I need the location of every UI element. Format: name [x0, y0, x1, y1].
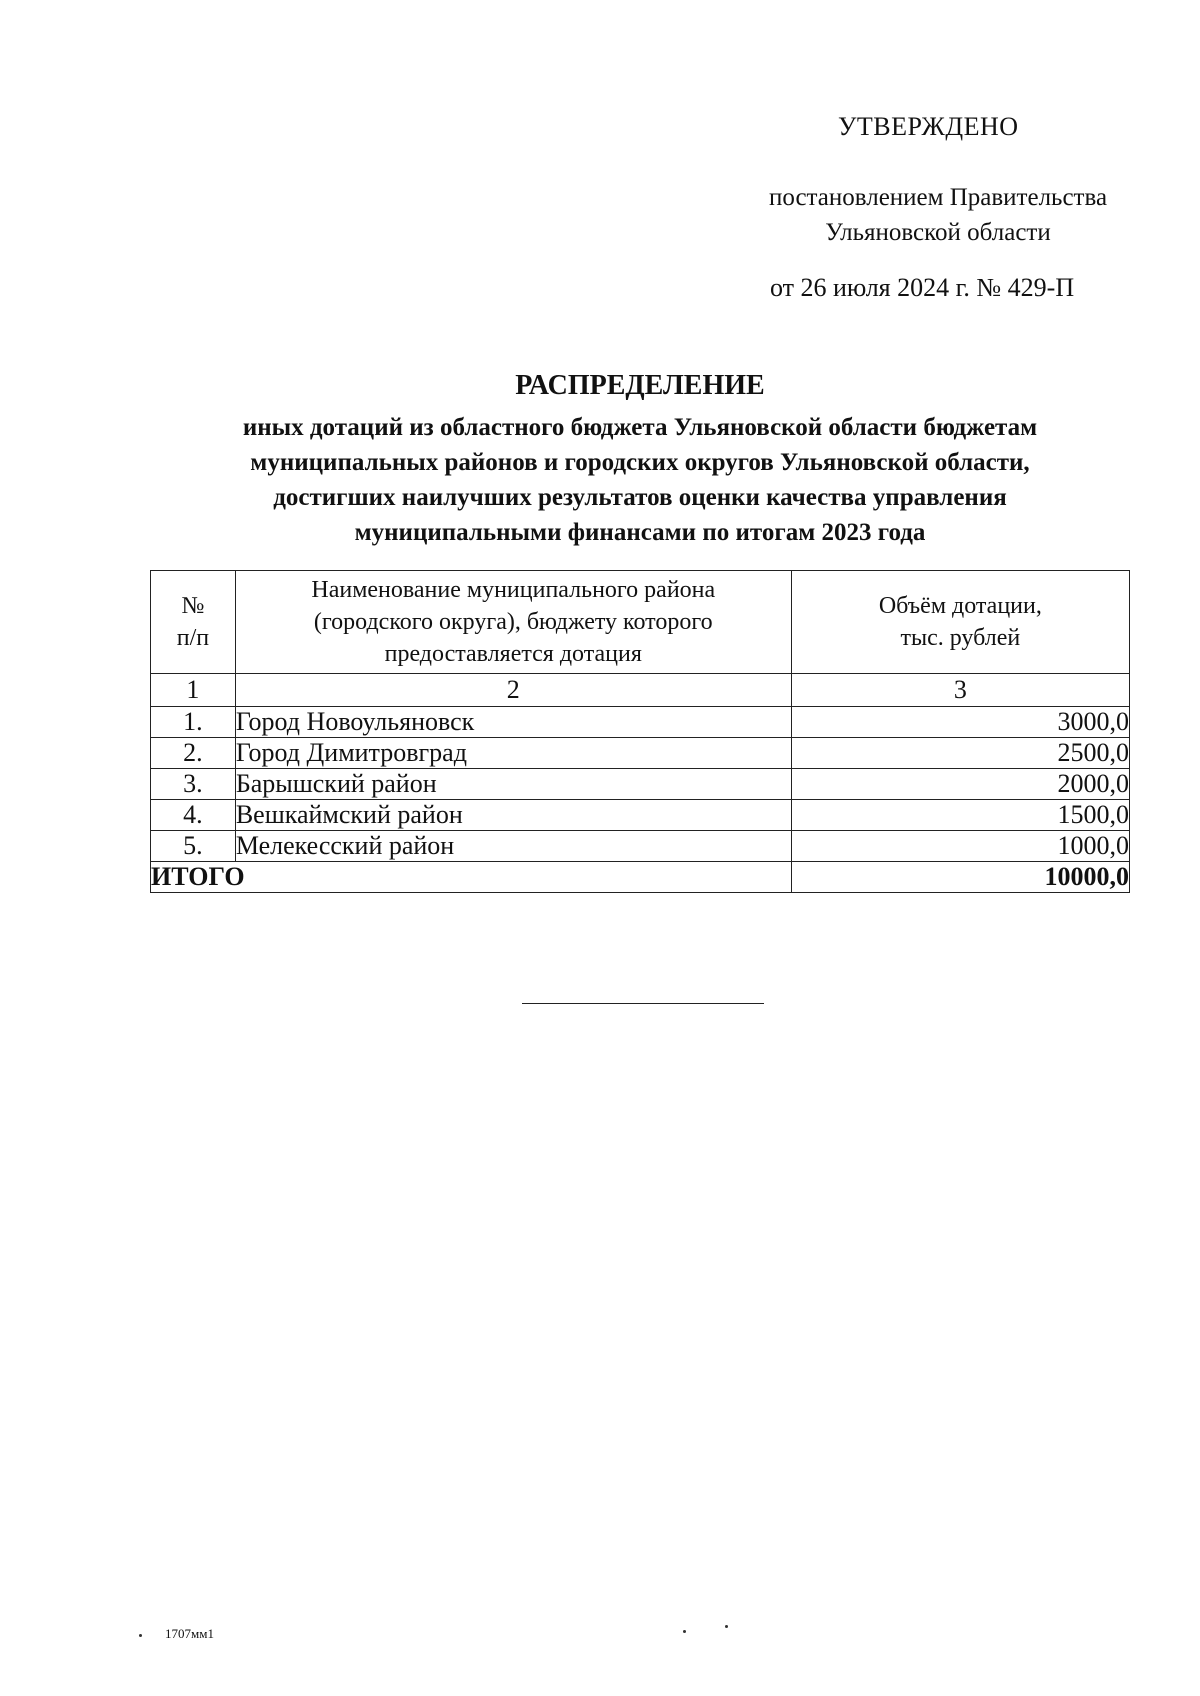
row-number: 4.	[151, 800, 236, 831]
header-text: Наименование муниципального района	[311, 577, 716, 603]
row-number: 5.	[151, 831, 236, 862]
row-value: 1500,0	[791, 800, 1129, 831]
row-name: Вешкаймский район	[235, 800, 791, 831]
column-index: 3	[791, 674, 1129, 707]
header-text: предоставляется дотация	[384, 641, 642, 667]
header-text: п/п	[176, 625, 210, 651]
total-row	[151, 862, 1130, 893]
header-text: (городского округа), бюджету которого	[313, 609, 713, 635]
table-row	[151, 707, 1130, 738]
row-number: 2.	[151, 738, 236, 769]
row-name: Город Димитровград	[235, 738, 791, 769]
table-header-row	[151, 571, 1130, 674]
column-index: 2	[235, 674, 791, 707]
header-name	[235, 571, 791, 674]
table-row	[151, 800, 1130, 831]
row-name: Барышский район	[235, 769, 791, 800]
row-number: 3.	[151, 769, 236, 800]
row-value: 2000,0	[791, 769, 1129, 800]
closing-rule	[522, 1003, 764, 1004]
header-text: Объём дотации,	[878, 593, 1042, 619]
table-row	[151, 831, 1130, 862]
row-value: 2500,0	[791, 738, 1129, 769]
subtitle-line: достигших наилучших результатов оценки качества управления	[273, 484, 1007, 511]
approval-heading: УТВЕРЖДЕНО	[838, 112, 1019, 141]
approval-line-2: Ульяновской области	[825, 219, 1051, 246]
approval-authority	[740, 180, 1136, 250]
column-index: 1	[151, 674, 236, 707]
approval-date: от 26 июля 2024 г. № 429-П	[770, 273, 1075, 302]
total-label: ИТОГО	[151, 862, 792, 893]
document-title: РАСПРЕДЕЛЕНИЕ	[515, 370, 765, 401]
scan-dot	[683, 1630, 686, 1633]
column-index-row	[151, 674, 1130, 707]
header-text: №	[181, 593, 205, 619]
table-row	[151, 769, 1130, 800]
scan-dot	[139, 1634, 142, 1637]
row-value: 3000,0	[791, 707, 1129, 738]
total-value: 10000,0	[791, 862, 1129, 893]
subtitle-line: иных дотаций из областного бюджета Ульяновской области бюджетам	[242, 414, 1038, 441]
subtitle-line: муниципальными финансами по итогам 2023 года	[354, 519, 926, 546]
table-row	[151, 738, 1130, 769]
row-name: Город Новоульяновск	[235, 707, 791, 738]
scan-dot	[725, 1625, 728, 1628]
subtitle-line: муниципальных районов и городских округов Ульяновской области,	[250, 449, 1030, 476]
row-name: Мелекесский район	[235, 831, 791, 862]
row-number: 1.	[151, 707, 236, 738]
document-subtitle	[150, 410, 1130, 550]
header-amount	[791, 571, 1129, 674]
row-value: 1000,0	[791, 831, 1129, 862]
approval-line-1: постановлением Правительства	[768, 184, 1108, 211]
header-number	[151, 571, 236, 674]
header-text: тыс. рублей	[900, 625, 1021, 651]
footer-code: 1707мм1	[165, 1626, 214, 1641]
distribution-table	[150, 570, 1130, 893]
